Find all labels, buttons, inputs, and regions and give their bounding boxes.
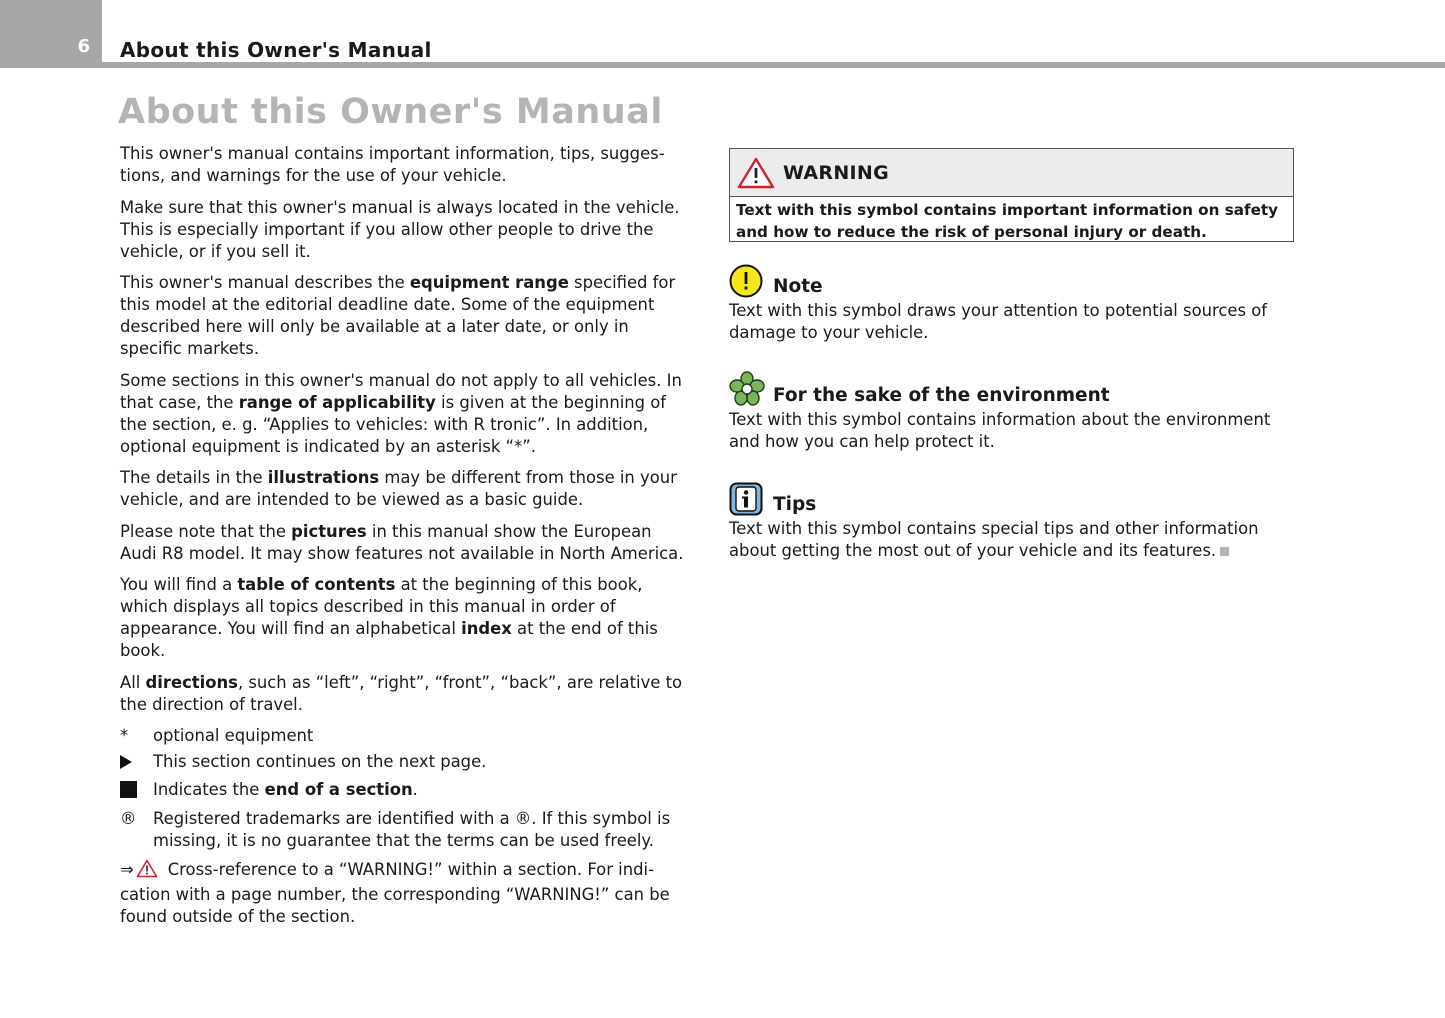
warning-header	[730, 149, 1293, 197]
page-number-tab	[0, 0, 102, 68]
legend-item-end-of-section: Indicates the end of a section.	[120, 779, 684, 804]
note-section	[729, 262, 1299, 344]
paragraph-intro: This owner's manual contains important information, tips, suggestions, and warnings for the use of your vehicle.	[120, 144, 665, 185]
environment-title: For the sake of the environment	[773, 385, 1110, 406]
environment-section	[729, 371, 1299, 453]
warning-triangle-icon	[737, 157, 775, 189]
registered-symbol: ®	[120, 809, 137, 828]
warning-text: Text with this symbol contains important information on safety and how to reduce the risk of personal injury or death.	[736, 201, 1279, 241]
paragraph-equipment-range: This owner's manual describes the equipment range specified for this model at the editorial deadline date. Some of the equipment described here will only be available at a later date, or only in specific markets.	[120, 273, 676, 358]
tips-text-paragraph	[729, 518, 1299, 562]
environment-text: Text with this symbol contains information about the environment and how you can help protect it.	[729, 410, 1271, 451]
legend-item-asterisk: * optional equipment	[120, 726, 314, 745]
continue-arrow-icon	[120, 755, 132, 769]
paragraph-directions: All directions, such as “left”, “right”, “front”, “back”, are relative to the direction of travel.	[120, 672, 683, 714]
paragraph-pictures: Please note that the pictures in this manual show the European Audi R8 model. It may show features not available in North America.	[120, 521, 684, 563]
asterisk-symbol: *	[120, 726, 129, 745]
left-column	[120, 143, 684, 938]
end-of-section-square-icon	[120, 781, 137, 798]
paragraph-cross-reference: ⇒ Cross-reference to a “WARNING!” within a section. For indication with a page number, the corresponding “WARNING!” can be found outside of the section.	[120, 860, 670, 926]
environment-flower-icon	[729, 371, 773, 407]
legend-item-continues: This section continues on the next page.	[120, 751, 684, 775]
note-title: Note	[773, 276, 823, 297]
paragraph-contents-index: You will find a table of contents at the beginning of this book, which displays all topics described in this manual in order of appearance. You will find an alphabetical index at the end of this book.	[120, 575, 658, 660]
header-rule	[102, 62, 1445, 68]
note-text: Text with this symbol draws your attention to potential sources of damage to your vehicle.	[729, 301, 1268, 342]
warning-box	[729, 148, 1294, 242]
tips-info-icon	[729, 482, 773, 516]
tips-text: Text with this symbol contains special tips and other information about getting the most out of your vehicle and its features.	[729, 519, 1259, 560]
legend-item-registered: ® Registered trademarks are identified with a ®. If this symbol is missing, it is no guarantee that the terms can be used freely.	[120, 809, 671, 850]
cross-reference-arrow: ⇒	[120, 860, 134, 879]
end-of-section-square-icon	[1220, 547, 1229, 556]
paragraph-location: Make sure that this owner's manual is always located in the vehicle. This is especially important if you allow other people to drive the vehicle, or if you sell it.	[120, 197, 680, 261]
page-title: About this Owner's Manual	[118, 92, 663, 132]
running-header-title: About this Owner's Manual	[120, 38, 432, 62]
paragraph-illustrations: The details in the illustrations may be different from those in your vehicle, and are intended to be viewed as a basic guide.	[120, 468, 677, 509]
paragraph-applicability: Some sections in this owner's manual do not apply to all vehicles. In that case, the range of applicability is given at the beginning of the section, e. g. “Applies to vehicles: with R tronic”. In addition, optional equipment is indicated by an asterisk “*”.	[120, 370, 682, 456]
symbol-legend	[120, 725, 684, 852]
warning-label: WARNING	[783, 161, 890, 184]
tips-title: Tips	[773, 494, 817, 515]
warning-triangle-icon	[136, 859, 158, 884]
note-exclamation-icon	[729, 264, 773, 298]
page-number: 6	[77, 36, 90, 57]
tips-section	[729, 480, 1299, 562]
